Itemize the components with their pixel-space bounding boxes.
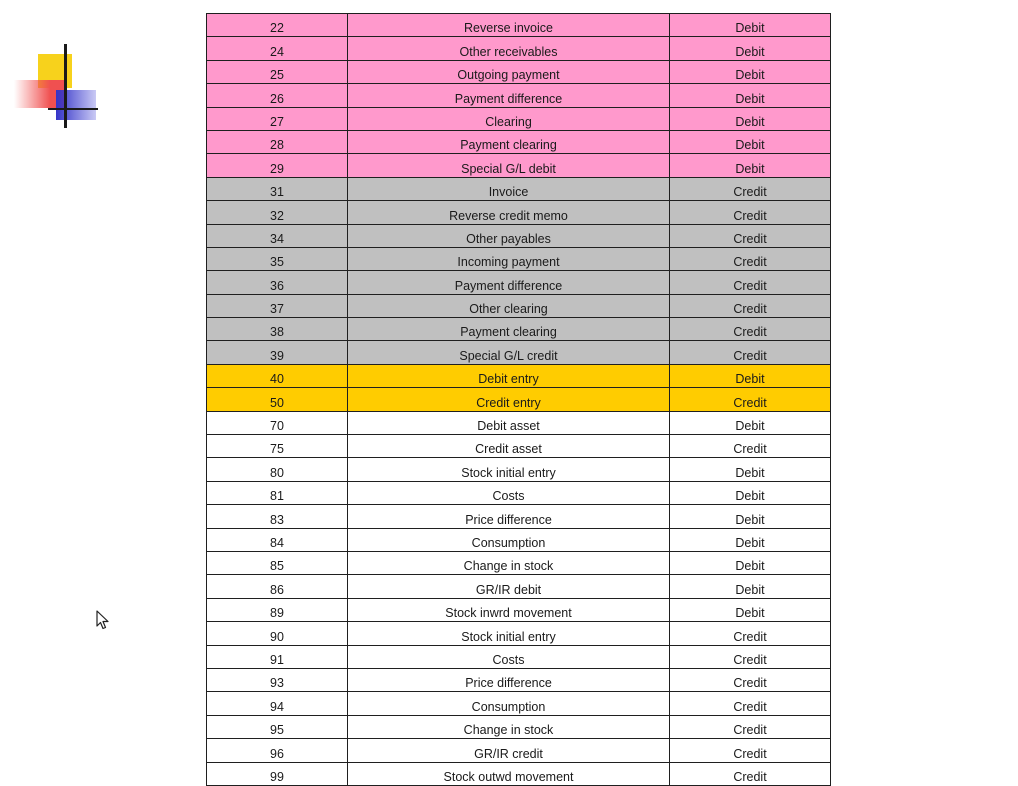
description-cell: Payment difference (348, 271, 670, 294)
description-cell: Credit entry (348, 388, 670, 411)
presentation-logo (14, 44, 104, 130)
posting-key-cell: 85 (207, 551, 348, 574)
debit-credit-cell: Credit (670, 622, 831, 645)
description-cell: Stock initial entry (348, 622, 670, 645)
debit-credit-cell: Credit (670, 201, 831, 224)
table-row (207, 107, 831, 130)
description-cell: Credit asset (348, 435, 670, 458)
table-row (207, 247, 831, 270)
posting-key-cell: 35 (207, 247, 348, 270)
posting-key-table (206, 13, 831, 786)
table-row (207, 294, 831, 317)
posting-key-cell: 81 (207, 481, 348, 504)
table-row (207, 271, 831, 294)
debit-credit-cell: Credit (670, 224, 831, 247)
debit-credit-cell: Debit (670, 551, 831, 574)
description-cell: Stock inwrd movement (348, 598, 670, 621)
table-row (207, 762, 831, 785)
debit-credit-cell: Credit (670, 318, 831, 341)
posting-key-cell: 86 (207, 575, 348, 598)
table-row (207, 435, 831, 458)
debit-credit-cell: Credit (670, 692, 831, 715)
description-cell: Price difference (348, 668, 670, 691)
description-cell: GR/IR debit (348, 575, 670, 598)
debit-credit-cell: Credit (670, 247, 831, 270)
debit-credit-cell: Credit (670, 435, 831, 458)
description-cell: Reverse invoice (348, 14, 670, 37)
description-cell: Debit entry (348, 364, 670, 387)
table-row (207, 84, 831, 107)
table-row (207, 692, 831, 715)
table-row (207, 622, 831, 645)
table-row (207, 575, 831, 598)
debit-credit-cell: Debit (670, 14, 831, 37)
debit-credit-cell: Debit (670, 364, 831, 387)
table-row (207, 481, 831, 504)
description-cell: Clearing (348, 107, 670, 130)
debit-credit-cell: Debit (670, 84, 831, 107)
posting-key-cell: 99 (207, 762, 348, 785)
debit-credit-cell: Credit (670, 341, 831, 364)
debit-credit-cell: Credit (670, 762, 831, 785)
debit-credit-cell: Debit (670, 107, 831, 130)
posting-key-cell: 29 (207, 154, 348, 177)
posting-key-cell: 50 (207, 388, 348, 411)
posting-key-cell: 83 (207, 505, 348, 528)
posting-key-cell: 90 (207, 622, 348, 645)
description-cell: Stock initial entry (348, 458, 670, 481)
description-cell: Payment difference (348, 84, 670, 107)
posting-key-cell: 37 (207, 294, 348, 317)
debit-credit-cell: Debit (670, 575, 831, 598)
table-row (207, 668, 831, 691)
debit-credit-cell: Debit (670, 505, 831, 528)
posting-key-cell: 75 (207, 435, 348, 458)
logo-vertical-line (64, 44, 67, 128)
table-row (207, 177, 831, 200)
description-cell: Incoming payment (348, 247, 670, 270)
table-row (207, 715, 831, 738)
description-cell: Special G/L debit (348, 154, 670, 177)
posting-key-cell: 70 (207, 411, 348, 434)
posting-key-cell: 27 (207, 107, 348, 130)
posting-key-table-container (206, 13, 830, 784)
posting-key-cell: 95 (207, 715, 348, 738)
mouse-pointer-icon (96, 610, 112, 632)
posting-key-cell: 93 (207, 668, 348, 691)
posting-key-cell: 89 (207, 598, 348, 621)
posting-key-cell: 91 (207, 645, 348, 668)
debit-credit-cell: Debit (670, 37, 831, 60)
logo-horizontal-line (48, 108, 98, 110)
logo-blue-square (56, 90, 96, 120)
posting-key-cell: 84 (207, 528, 348, 551)
table-row (207, 364, 831, 387)
debit-credit-cell: Debit (670, 598, 831, 621)
posting-key-cell: 38 (207, 318, 348, 341)
debit-credit-cell: Debit (670, 154, 831, 177)
debit-credit-cell: Debit (670, 481, 831, 504)
table-row (207, 388, 831, 411)
description-cell: Invoice (348, 177, 670, 200)
debit-credit-cell: Credit (670, 177, 831, 200)
description-cell: Debit asset (348, 411, 670, 434)
table-row (207, 739, 831, 762)
debit-credit-cell: Credit (670, 645, 831, 668)
table-row (207, 154, 831, 177)
description-cell: Change in stock (348, 551, 670, 574)
description-cell: Other receivables (348, 37, 670, 60)
description-cell: Special G/L credit (348, 341, 670, 364)
posting-key-cell: 25 (207, 60, 348, 83)
table-row (207, 37, 831, 60)
table-row (207, 201, 831, 224)
posting-key-cell: 31 (207, 177, 348, 200)
table-row (207, 528, 831, 551)
description-cell: Payment clearing (348, 318, 670, 341)
table-row (207, 341, 831, 364)
posting-key-table-body (207, 14, 831, 786)
description-cell: Outgoing payment (348, 60, 670, 83)
description-cell: Payment clearing (348, 130, 670, 153)
table-row (207, 551, 831, 574)
posting-key-cell: 22 (207, 14, 348, 37)
description-cell: Costs (348, 645, 670, 668)
description-cell: Consumption (348, 692, 670, 715)
debit-credit-cell: Credit (670, 271, 831, 294)
description-cell: Other clearing (348, 294, 670, 317)
description-cell: Costs (348, 481, 670, 504)
debit-credit-cell: Credit (670, 388, 831, 411)
table-row (207, 645, 831, 668)
debit-credit-cell: Debit (670, 130, 831, 153)
posting-key-cell: 96 (207, 739, 348, 762)
table-row (207, 598, 831, 621)
description-cell: GR/IR credit (348, 739, 670, 762)
description-cell: Change in stock (348, 715, 670, 738)
posting-key-cell: 34 (207, 224, 348, 247)
table-row (207, 224, 831, 247)
table-row (207, 411, 831, 434)
table-row (207, 458, 831, 481)
posting-key-cell: 36 (207, 271, 348, 294)
table-row (207, 60, 831, 83)
debit-credit-cell: Debit (670, 458, 831, 481)
description-cell: Consumption (348, 528, 670, 551)
posting-key-cell: 28 (207, 130, 348, 153)
table-row (207, 505, 831, 528)
description-cell: Other payables (348, 224, 670, 247)
debit-credit-cell: Credit (670, 668, 831, 691)
table-row (207, 14, 831, 37)
debit-credit-cell: Debit (670, 528, 831, 551)
description-cell: Reverse credit memo (348, 201, 670, 224)
table-row (207, 130, 831, 153)
debit-credit-cell: Credit (670, 739, 831, 762)
posting-key-cell: 24 (207, 37, 348, 60)
table-row (207, 318, 831, 341)
description-cell: Price difference (348, 505, 670, 528)
posting-key-cell: 32 (207, 201, 348, 224)
debit-credit-cell: Debit (670, 60, 831, 83)
posting-key-cell: 26 (207, 84, 348, 107)
debit-credit-cell: Debit (670, 411, 831, 434)
debit-credit-cell: Credit (670, 715, 831, 738)
description-cell: Stock outwd movement (348, 762, 670, 785)
posting-key-cell: 39 (207, 341, 348, 364)
posting-key-cell: 40 (207, 364, 348, 387)
posting-key-cell: 80 (207, 458, 348, 481)
debit-credit-cell: Credit (670, 294, 831, 317)
posting-key-cell: 94 (207, 692, 348, 715)
